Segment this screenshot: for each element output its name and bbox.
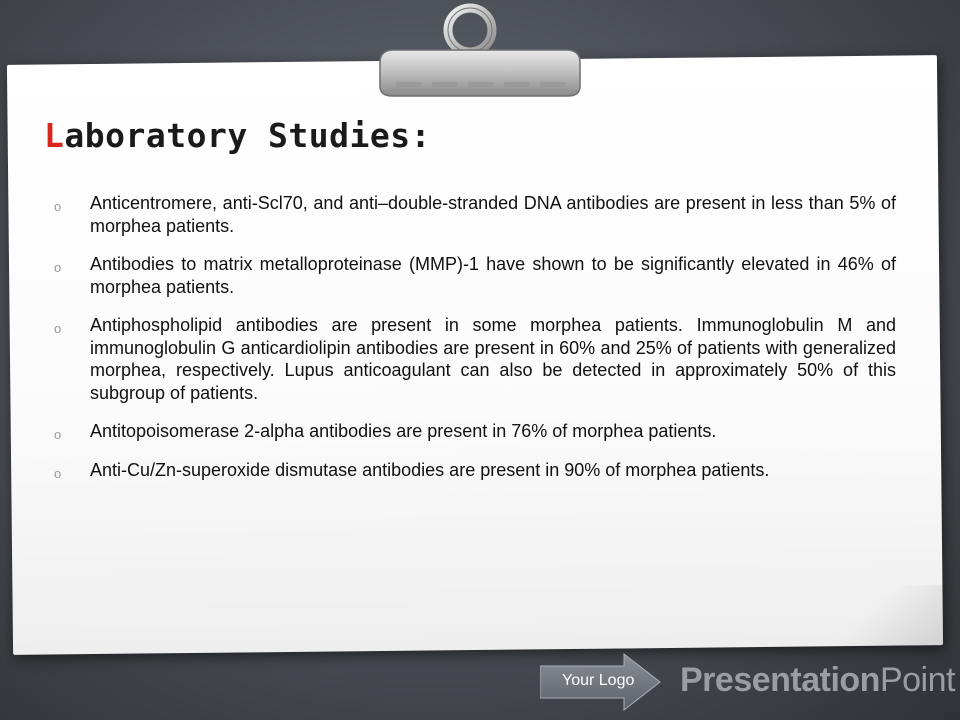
bullet-text: Antibodies to matrix metalloproteinase (MMP)-1 have shown to be significantly elevated in 46% of morphea patients.	[90, 254, 896, 297]
list-item	[52, 314, 896, 404]
bullet-marker-icon: o	[54, 427, 62, 442]
paper-curl	[822, 585, 943, 646]
bullet-marker-icon: o	[54, 199, 62, 214]
bullet-marker-icon: o	[54, 321, 62, 336]
binder-clip-icon	[370, 0, 590, 100]
bullet-list	[52, 192, 896, 497]
bullet-marker-icon: o	[54, 260, 62, 275]
brand-wordmark	[680, 661, 955, 700]
list-item	[52, 192, 896, 237]
bullet-text: Antitopoisomerase 2-alpha antibodies are present in 76% of morphea patients.	[90, 421, 717, 441]
list-item	[52, 459, 896, 482]
list-item	[52, 253, 896, 298]
title-first-letter: L	[44, 116, 65, 155]
your-logo-label: Your Logo	[562, 672, 635, 689]
bullet-marker-icon: o	[54, 465, 62, 481]
slide-title	[44, 116, 431, 155]
brand-light: Point	[879, 661, 955, 699]
bullet-text: Anti-Cu/Zn-superoxide dismutase antibodies are present in 90% of morphea patients.	[90, 459, 770, 480]
list-item	[52, 420, 896, 443]
brand-bold: Presentation	[680, 661, 880, 699]
title-rest: aboratory Studies:	[64, 116, 431, 155]
bullet-text: Antiphospholipid antibodies are present in some morphea patients. Immunoglobulin M and immunoglobulin G anticardiolipin antibodies are present in 60% and 25% of patients with generalized morphea, respectively. Lupus anticoagulant can also be detected in approximately 50% of this subgroup of patients.	[90, 315, 896, 403]
bullet-text: Anticentromere, anti-Scl70, and anti–double-stranded DNA antibodies are present in less than 5% of morphea patients.	[90, 193, 896, 236]
